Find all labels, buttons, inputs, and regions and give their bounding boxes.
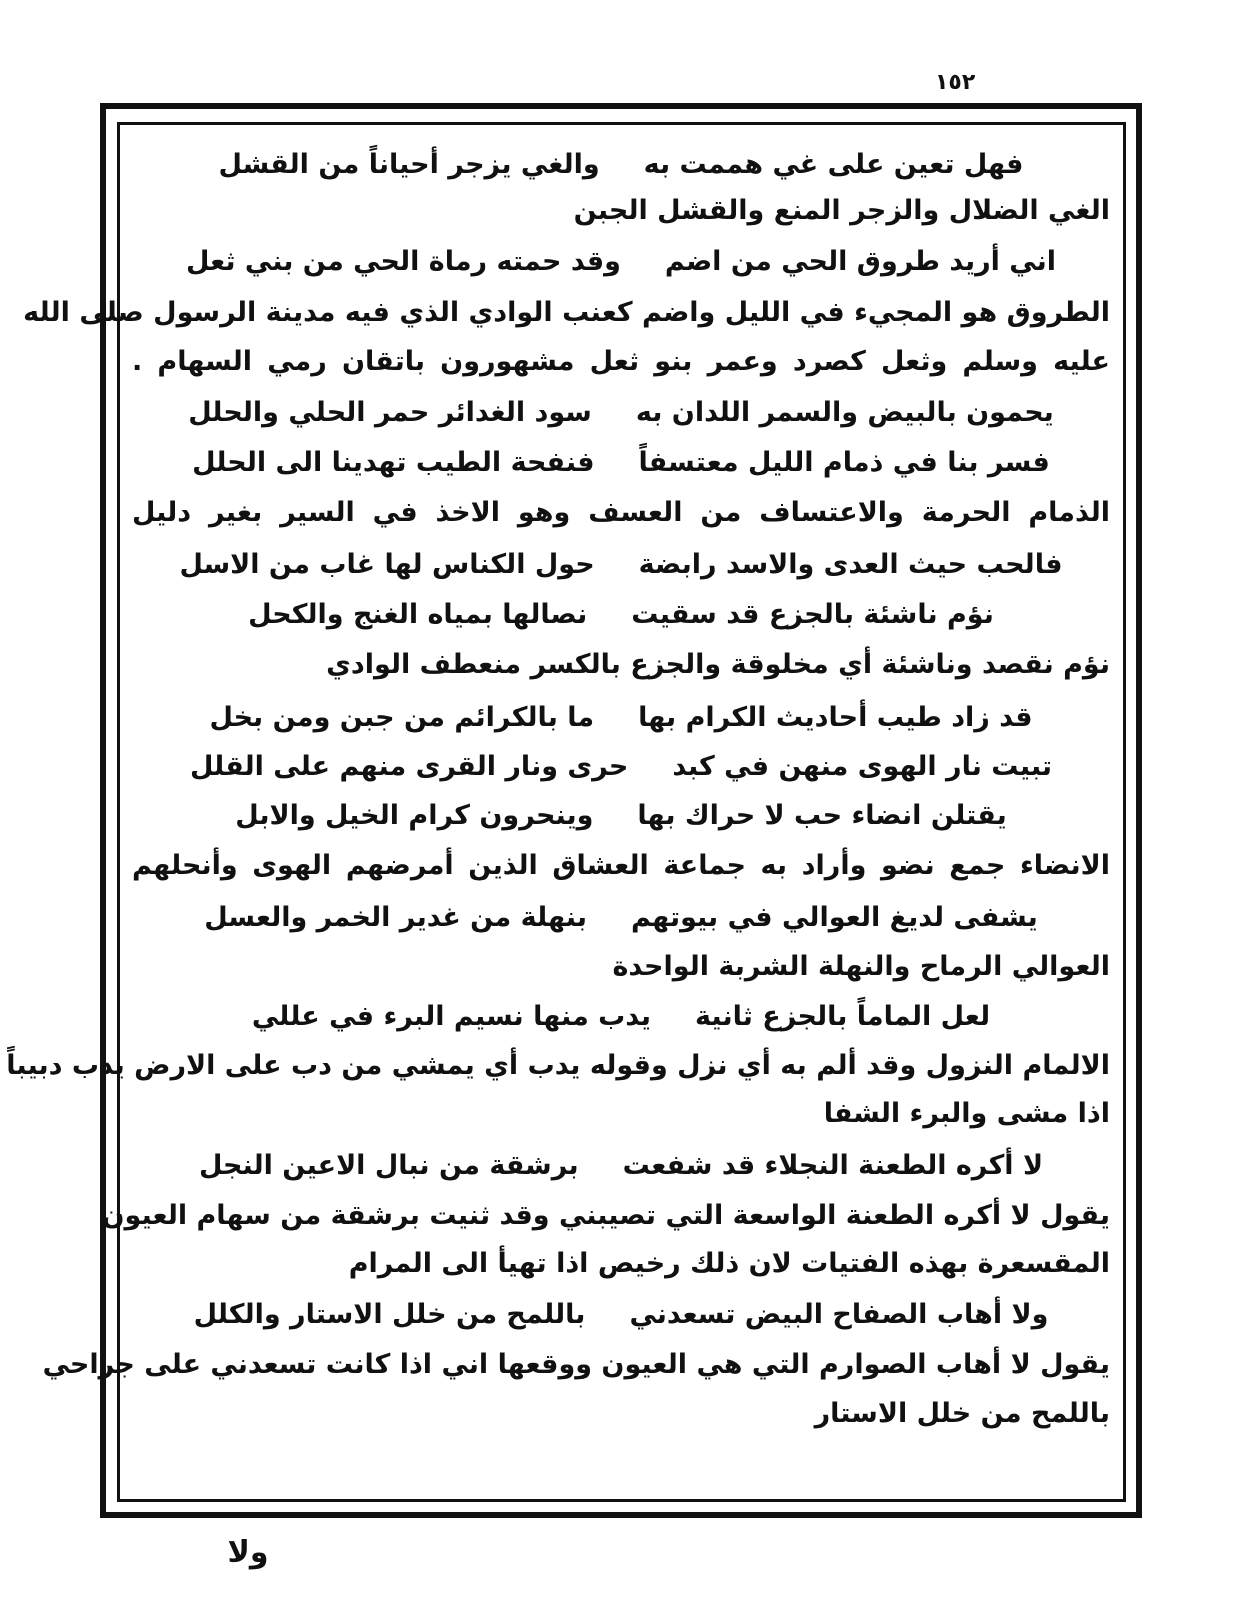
verse-line xyxy=(128,895,1114,941)
verse-hemistich-right: يقتلن انضاء حب لا حراك بها xyxy=(637,800,1007,831)
commentary-line: الطروق هو المجيء في الليل واضم كعنب الوادي الذي فيه مدينة الرسول صلى الله xyxy=(23,297,1110,328)
verse-hemistich-left: والغي يزجر أحياناً من القشل xyxy=(218,149,600,180)
verse-hemistich-right: لعل الماماً بالجزع ثانية xyxy=(695,1001,991,1032)
commentary-line: العوالي الرماح والنهلة الشربة الواحدة xyxy=(612,951,1110,982)
verse-hemistich-left: نصالها بمياه الغنج والكحل xyxy=(248,599,588,630)
commentary-line: الانضاء جمع نضو وأراد به جماعة العشاق الذين أمرضهم الهوى وأنحلهم xyxy=(132,850,1110,881)
verse-line xyxy=(128,744,1114,790)
verse-line xyxy=(128,440,1114,486)
catchword: ولا xyxy=(227,1535,269,1570)
verse-hemistich-right: اني أريد طروق الحي من اضم xyxy=(664,246,1056,277)
commentary-line: الغي الضلال والزجر المنع والقشل الجبن xyxy=(573,195,1110,226)
commentary-line: اذا مشى والبرء الشفا xyxy=(823,1098,1110,1129)
page-text-block xyxy=(6,132,1114,1492)
verse-hemistich-right: يحمون بالبيض والسمر اللدان به xyxy=(635,397,1054,428)
verse-line xyxy=(128,239,1114,285)
verse-line xyxy=(128,793,1114,839)
verse-hemistich-left: ما بالكرائم من جبن ومن بخل xyxy=(209,702,595,733)
commentary-line: عليه وسلم وثعل كصرد وعمر بنو ثعل مشهورون باتقان رمي السهام . xyxy=(132,346,1110,377)
verse-line xyxy=(128,994,1114,1040)
verse-hemistich-right: لا أكره الطعنة النجلاء قد شفعت xyxy=(622,1150,1044,1181)
verse-line xyxy=(128,1143,1114,1189)
verse-hemistich-right: نؤم ناشئة بالجزع قد سقيت xyxy=(631,599,994,630)
verse-hemistich-left: وقد حمته رماة الحي من بني ثعل xyxy=(186,246,621,277)
verse-line xyxy=(128,142,1114,188)
verse-hemistich-left: حول الكناس لها غاب من الاسل xyxy=(179,549,595,580)
commentary-line: المقسعرة بهذه الفتيات لان ذلك رخيص اذا تهيأ الى المرام xyxy=(348,1248,1110,1279)
verse-hemistich-right: فالحب حيث العدى والاسد رابضة xyxy=(638,549,1063,580)
verse-hemistich-right: فهل تعين على غي هممت به xyxy=(643,149,1024,180)
verse-line xyxy=(128,390,1114,436)
verse-hemistich-right: تبيت نار الهوى منهن في كبد xyxy=(672,751,1053,782)
verse-hemistich-right: ولا أهاب الصفاح البيض تسعدني xyxy=(629,1299,1049,1330)
commentary-line: نؤم نقصد وناشئة أي مخلوقة والجزع بالكسر منعطف الوادي xyxy=(326,649,1110,680)
page-number: ١٥٢ xyxy=(935,70,976,95)
verse-line xyxy=(128,1292,1114,1338)
verse-line xyxy=(128,695,1114,741)
verse-hemistich-right: فسر بنا في ذمام الليل معتسفاً xyxy=(638,447,1050,478)
verse-hemistich-left: باللمح من خلل الاستار والكلل xyxy=(193,1299,586,1330)
verse-hemistich-left: يدب منها نسيم البرء في عللي xyxy=(251,1001,652,1032)
commentary-line: يقول لا أهاب الصوارم التي هي العيون ووقعها اني اذا كانت تسعدني على جراحي xyxy=(42,1349,1110,1380)
verse-hemistich-right: يشفى لديغ العوالي في بيوتهم xyxy=(630,902,1038,933)
verse-line xyxy=(128,542,1114,588)
verse-hemistich-left: وينحرون كرام الخيل والابل xyxy=(235,800,594,831)
commentary-line: الذمام الحرمة والاعتساف من العسف وهو الاخذ في السير بغير دليل xyxy=(132,497,1110,528)
verse-hemistich-left: حرى ونار القرى منهم على القلل xyxy=(189,751,629,782)
verse-hemistich-left: فنفحة الطيب تهدينا الى الحلل xyxy=(192,447,595,478)
verse-hemistich-right: قد زاد طيب أحاديث الكرام بها xyxy=(638,702,1033,733)
commentary-line: يقول لا أكره الطعنة الواسعة التي تصيبني وقد ثنيت برشقة من سهام العيون xyxy=(101,1200,1110,1231)
verse-hemistich-left: برشقة من نبال الاعين النجل xyxy=(198,1150,579,1181)
commentary-line: باللمح من خلل الاستار xyxy=(814,1398,1110,1429)
verse-hemistich-left: بنهلة من غدير الخمر والعسل xyxy=(204,902,587,933)
verse-hemistich-left: سود الغدائر حمر الحلي والحلل xyxy=(188,397,592,428)
commentary-line: الالمام النزول وقد ألم به أي نزل وقوله يدب أي يمشي من دب على الارض يدب دبيباً xyxy=(6,1050,1110,1081)
verse-line xyxy=(128,592,1114,638)
